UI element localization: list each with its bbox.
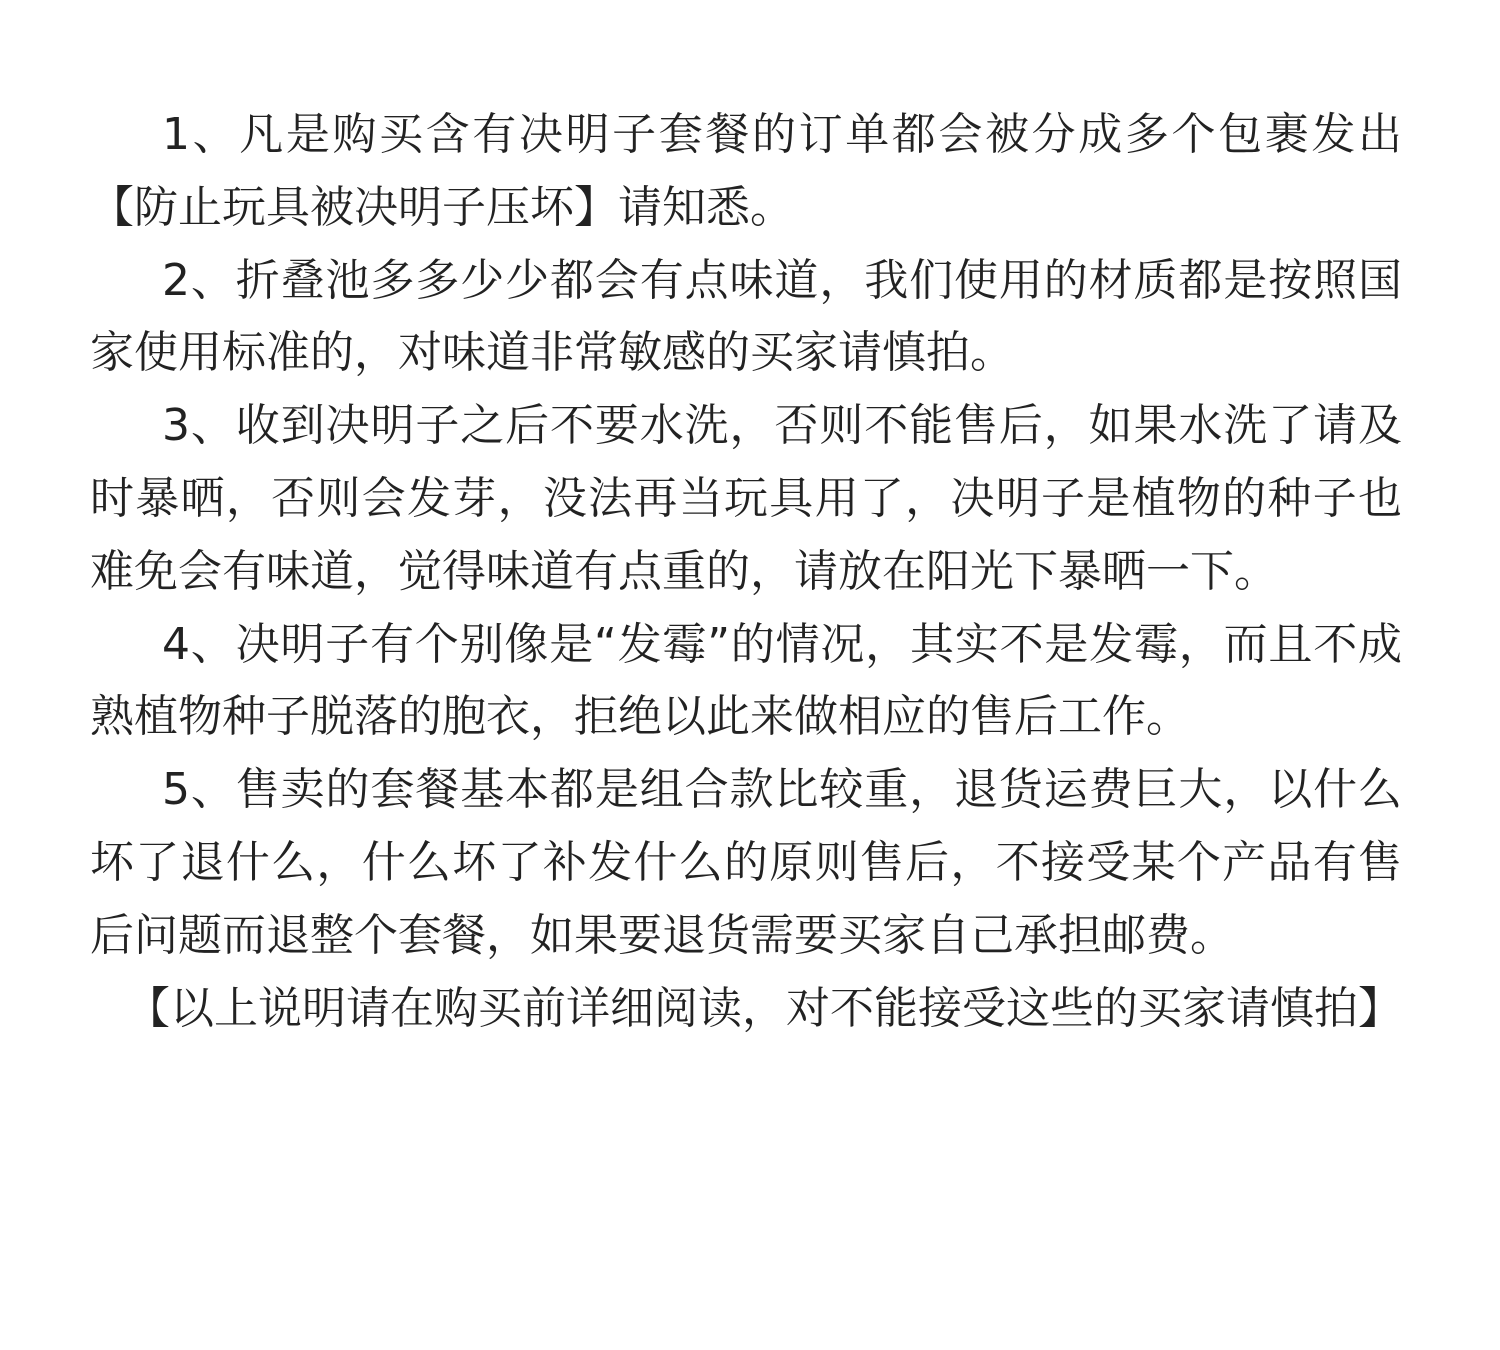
notice-footer: 【以上说明请在购买前详细阅读，对不能接受这些的买家请慎拍】 [126,982,1402,1034]
notice-paragraph-3: 3、收到决明子之后不要水洗，否则不能售后，如果水洗了请及时暴晒，否则会发芽，没法再当玩具用了，决明子是植物的种子也难免会有味道，觉得味道有点重的，请放在阳光下暴晒一下。 [90,400,1402,597]
notice-paragraph-1: 1、凡是购买含有决明子套餐的订单都会被分成多个包裹发出【防止玩具被决明子压坏】请知悉。 [90,109,1402,233]
purchase-notice [90,99,1402,1045]
notice-paragraph-4: 4、决明子有个别像是“发霉”的情况，其实不是发霉，而且不成熟植物种子脱落的胞衣，拒绝以此来做相应的售后工作。 [90,618,1402,743]
notice-paragraph-5: 5、售卖的套餐基本都是组合款比较重，退货运费巨大，以什么坏了退什么，什么坏了补发什么的原则售后，不接受某个产品有售后问题而退整个套餐，如果要退货需要买家自己承担邮费。 [90,764,1402,961]
notice-paragraph-2: 2、折叠池多多少少都会有点味道，我们使用的材质都是按照国家使用标准的，对味道非常敏感的买家请慎拍。 [90,254,1402,379]
